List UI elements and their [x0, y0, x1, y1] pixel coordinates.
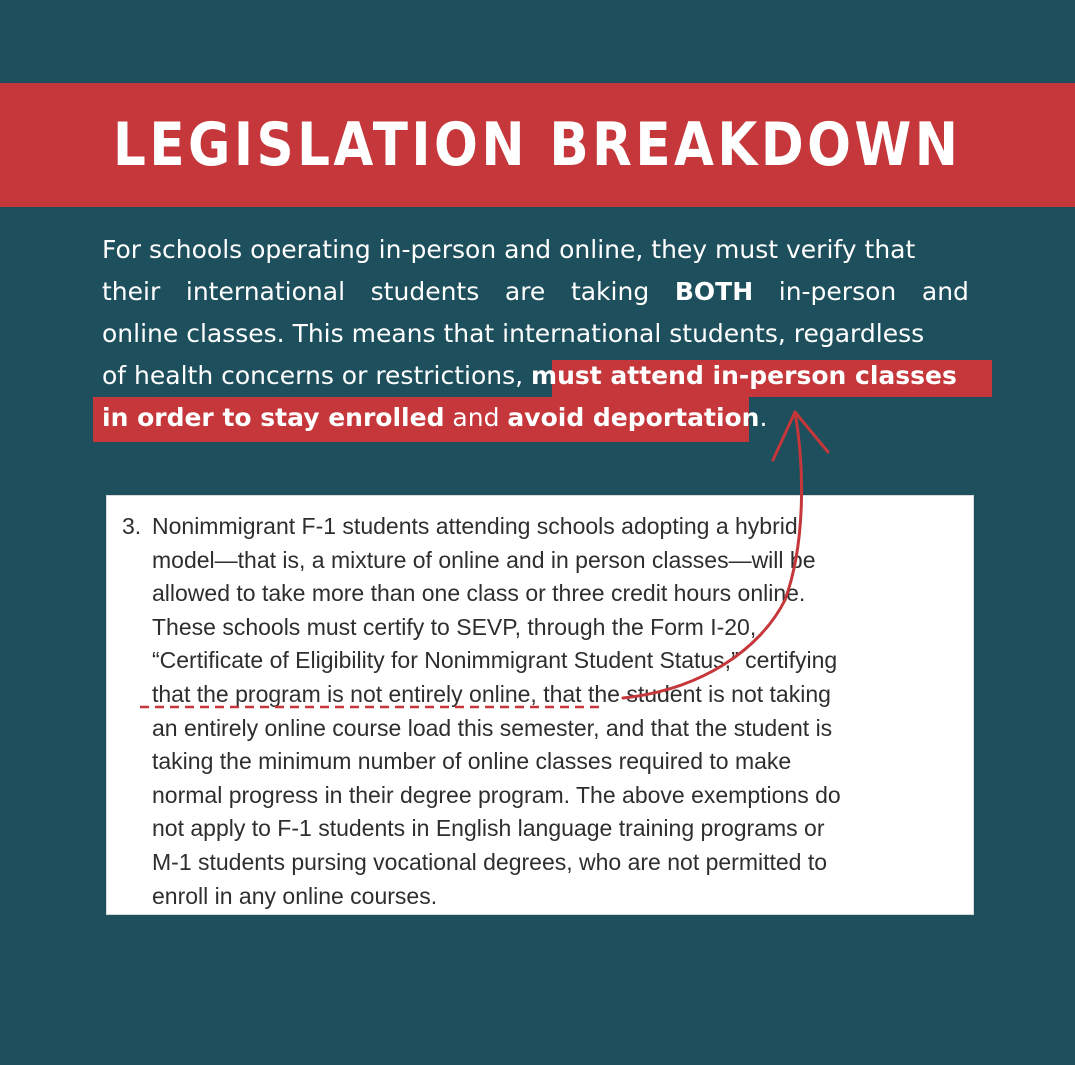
excerpt-line: “Certificate of Eligibility for Nonimmigrant Student Status,” certifying: [152, 647, 838, 674]
summary-text: .: [759, 403, 768, 432]
summary-word: taking: [570, 277, 650, 306]
summary-emphasis-both: BOTH: [674, 277, 754, 306]
summary-word: in-person: [778, 277, 897, 306]
excerpt-line: not apply to F-1 students in English language training programs or: [152, 815, 825, 842]
summary-line: [102, 355, 969, 397]
title-banner: [0, 83, 1075, 207]
excerpt-line: taking the minimum number of online classes required to make: [152, 748, 792, 775]
summary-word: students: [370, 277, 480, 306]
excerpt-line: normal progress in their degree program. The above exemptions do: [152, 781, 841, 808]
excerpt-line: model—that is, a mixture of online and in person classes—will be: [152, 546, 816, 573]
excerpt-item-number: 3.: [122, 513, 142, 539]
summary-paragraph: [102, 229, 969, 439]
summary-text: of health concerns or restrictions,: [102, 361, 532, 390]
excerpt-line: These schools must certify to SEVP, through the Form I-20,: [152, 613, 757, 640]
excerpt-line: that the program is not entirely online, that the student is not taking: [152, 680, 831, 707]
summary-highlight-enrolled: in order to stay enrolled: [102, 403, 445, 432]
summary-line: For schools operating in-person and online, they must verify that: [102, 235, 916, 264]
summary-word: and: [921, 277, 969, 306]
summary-text: and: [444, 403, 508, 432]
page-title: LEGISLATION BREAKDOWN: [113, 110, 962, 180]
summary-word: international: [185, 277, 346, 306]
excerpt-line: Nonimmigrant F-1 students attending schools adopting a hybrid: [152, 513, 798, 539]
summary-highlight-attend: must attend in-person classes: [531, 361, 957, 390]
summary-highlight-deportation: avoid deportation: [507, 403, 760, 432]
summary-line: [102, 397, 969, 439]
legislation-excerpt: [106, 495, 974, 915]
summary-line: online classes. This means that international students, regardless: [102, 319, 925, 348]
summary-word: are: [504, 277, 546, 306]
excerpt-line: enroll in any online courses.: [152, 882, 438, 909]
excerpt-line: M-1 students pursing vocational degrees, who are not permitted to: [152, 848, 828, 875]
excerpt-line: an entirely online course load this semester, and that the student is: [152, 714, 833, 741]
excerpt-line: allowed to take more than one class or three credit hours online.: [152, 580, 806, 607]
summary-word: their: [102, 277, 161, 306]
summary-line-justified: [102, 271, 969, 313]
excerpt-body: [152, 510, 967, 913]
